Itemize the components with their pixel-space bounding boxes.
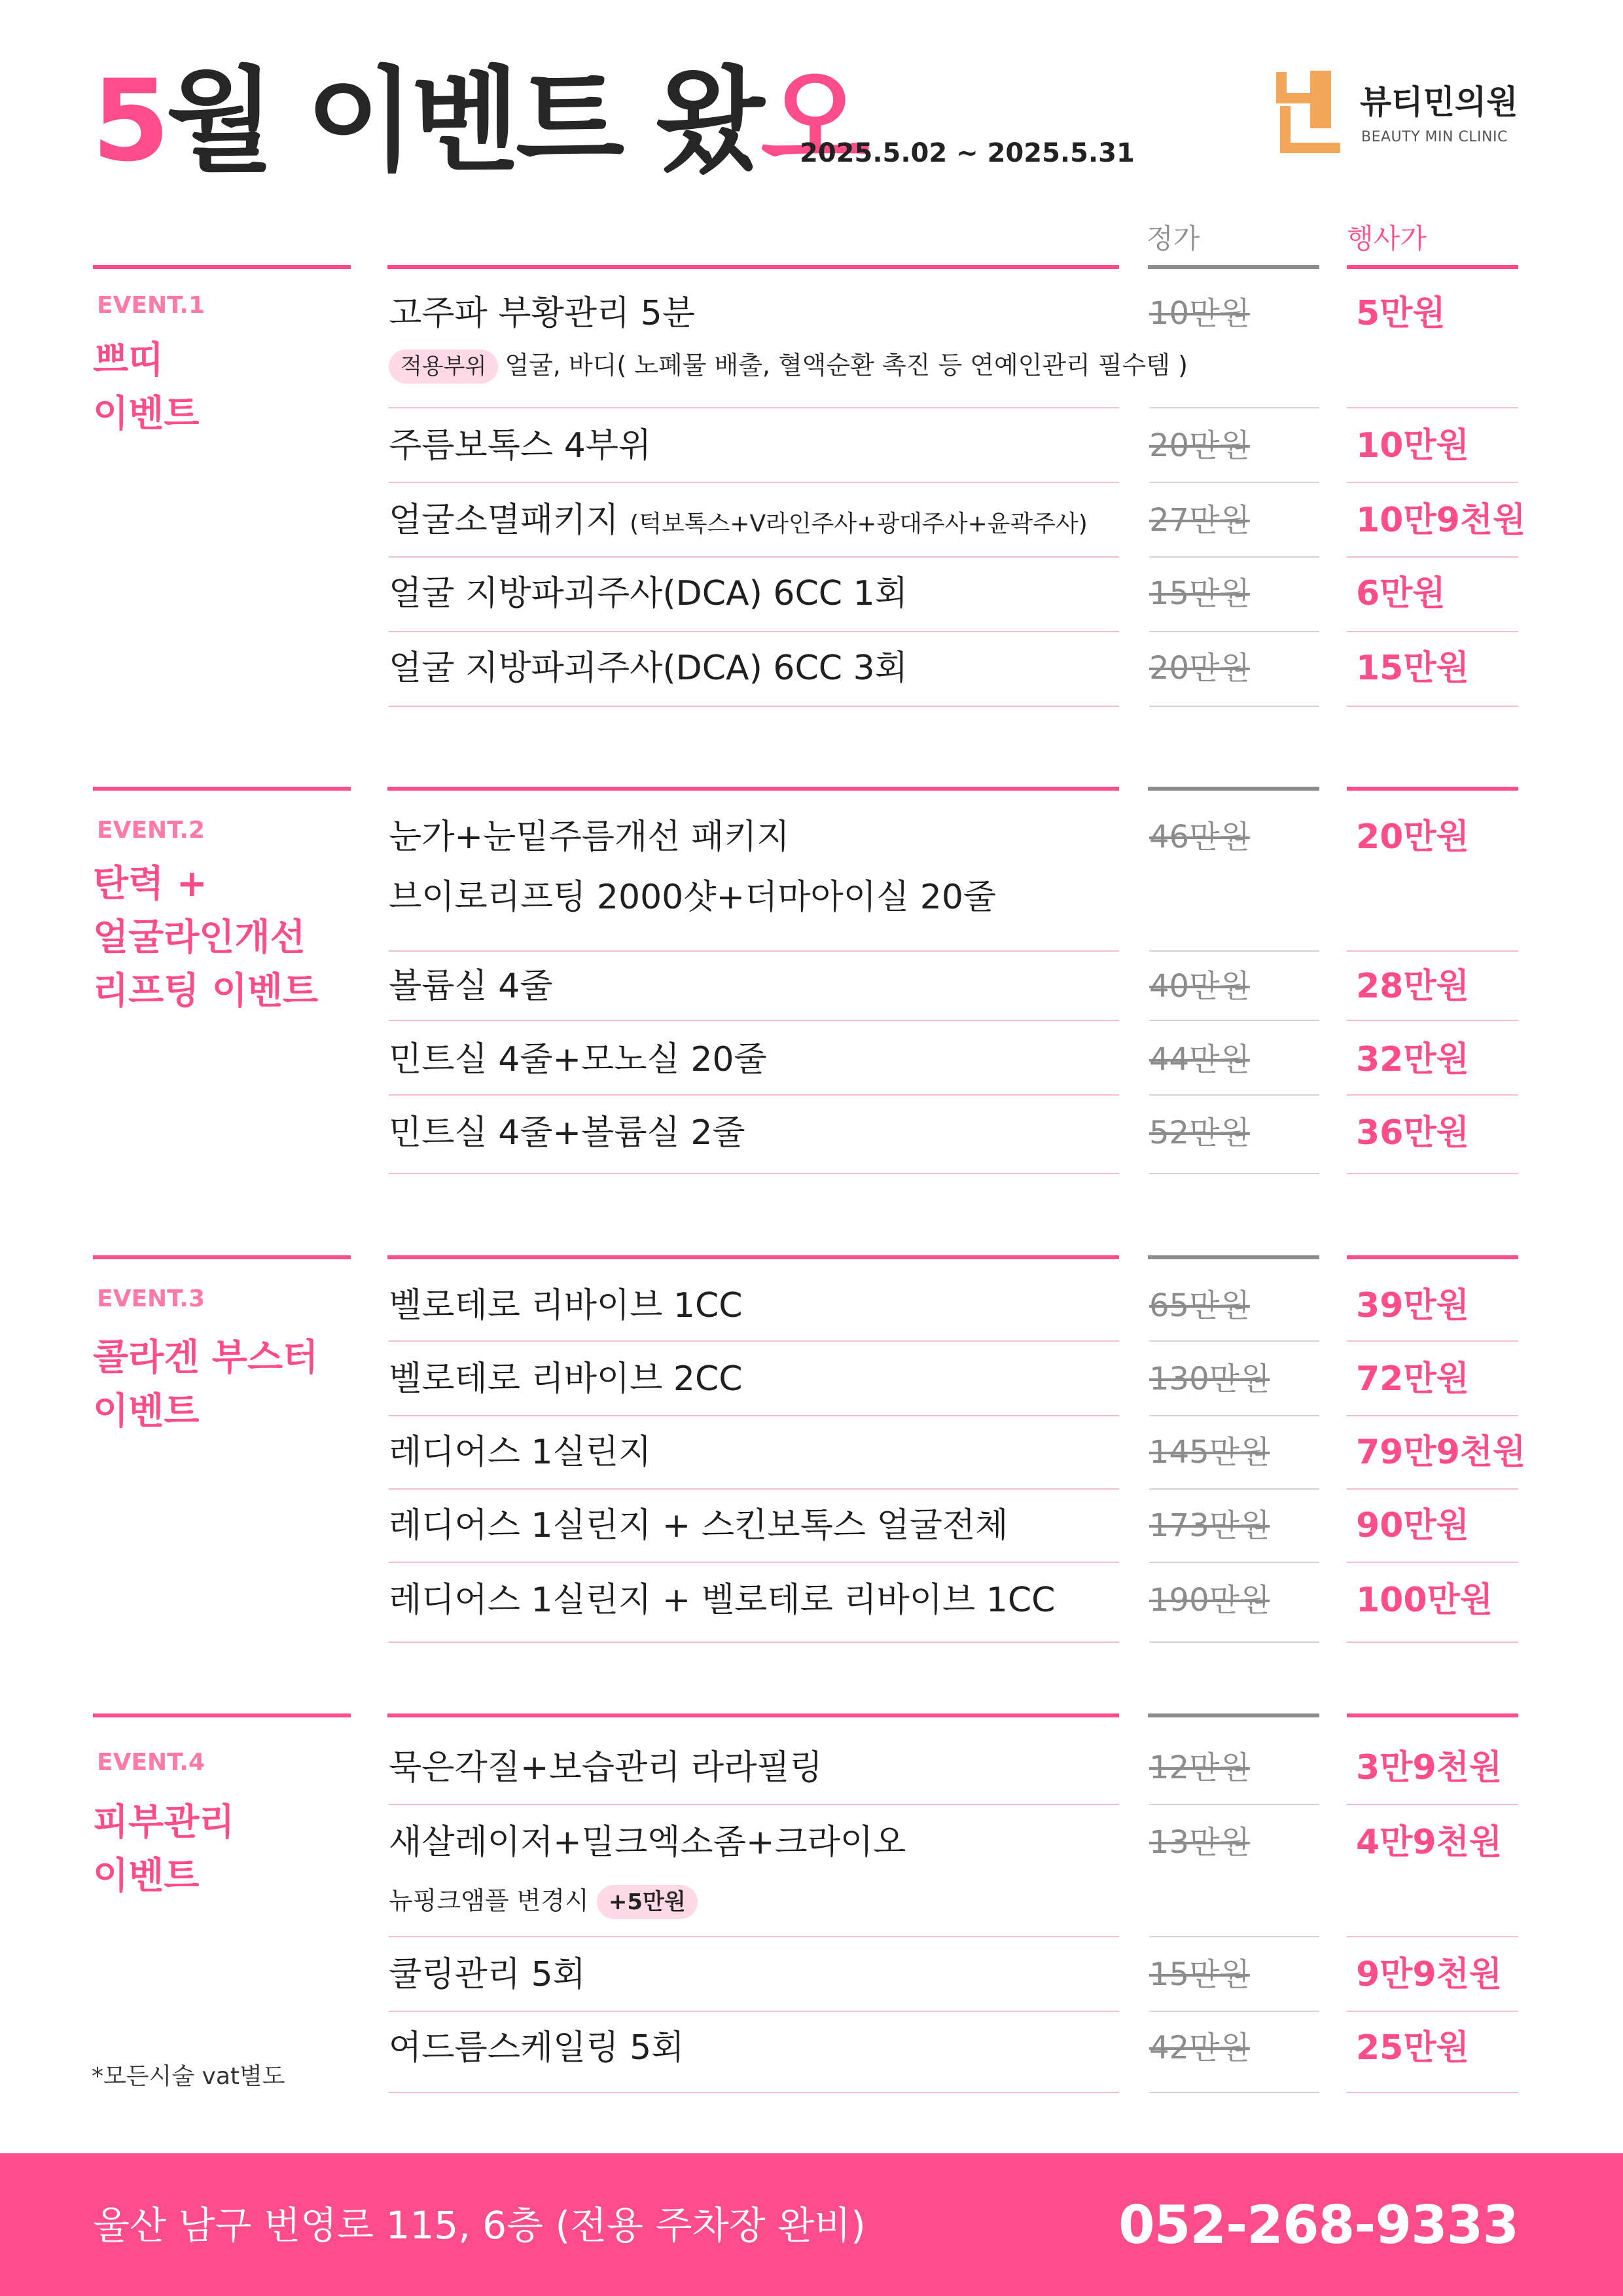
item-name-detail: (턱보톡스+V라인주사+광대주사+윤곽주사) (630, 511, 1088, 537)
row-divider (1149, 1488, 1319, 1490)
row-divider (1149, 1173, 1319, 1174)
row-divider (1347, 1173, 1518, 1174)
regular-price: 130만원 (1149, 1361, 1270, 1397)
section-divider (387, 787, 1119, 791)
section-divider (1148, 787, 1319, 791)
row-divider (1347, 482, 1518, 483)
row-divider (1149, 1340, 1319, 1342)
row-divider (389, 631, 1119, 632)
item-name: 쿨링관리 5회 (389, 1955, 586, 1994)
row-divider (1347, 1936, 1518, 1937)
item-name-main: 얼굴소멸패키지 (389, 501, 619, 540)
regular-price: 10만원 (1149, 295, 1250, 332)
vat-note: *모든시술 vat별도 (92, 2063, 285, 2090)
item-name: 주름보톡스 4부위 (389, 426, 652, 465)
item-name: 벨로테로 리바이브 2CC (389, 1359, 743, 1399)
row-divider (1347, 1094, 1518, 1096)
section-divider (1347, 1255, 1518, 1259)
event-price: 90만원 (1356, 1506, 1469, 1545)
row-divider (389, 1340, 1119, 1342)
item-name: 민트실 4줄+모노실 20줄 (389, 1040, 767, 1079)
regular-price: 42만원 (1149, 2030, 1250, 2066)
regular-price-header: 정가 (1147, 223, 1200, 255)
row-divider (389, 2092, 1119, 2093)
title-accent: 오 (760, 55, 866, 187)
section-divider (93, 1255, 351, 1259)
event-price: 9만9천원 (1356, 1955, 1503, 1994)
regular-price: 12만원 (1149, 1749, 1250, 1786)
event-title: 피부관리 이벤트 (93, 1801, 235, 1897)
row-divider (1149, 1020, 1319, 1021)
item-name: 고주파 부황관리 5분 (389, 294, 695, 333)
title-text: 월 이벤트 왔 (166, 55, 761, 187)
row-divider (1347, 950, 1518, 952)
regular-price: 27만원 (1149, 502, 1250, 539)
event-price: 72만원 (1356, 1359, 1469, 1399)
section-divider (1347, 787, 1518, 791)
section-divider (387, 265, 1119, 269)
row-divider (1347, 706, 1518, 707)
item-name (389, 497, 1088, 547)
regular-price: 13만원 (1149, 1824, 1250, 1861)
item-name: 얼굴 지방파괴주사(DCA) 6CC 1회 (389, 574, 908, 613)
row-divider (1347, 1641, 1518, 1643)
regular-price: 145만원 (1149, 1434, 1270, 1471)
title-number: 5 (92, 55, 166, 187)
row-divider (389, 1415, 1119, 1416)
row-divider (1347, 1415, 1518, 1416)
item-name: 새살레이저+밀크엑소좀+크라이오 (389, 1823, 906, 1862)
row-divider (1347, 556, 1518, 558)
row-divider (1347, 1804, 1518, 1805)
regular-price: 52만원 (1149, 1115, 1250, 1151)
event-price: 10만원 (1356, 426, 1469, 465)
row-divider (389, 407, 1119, 408)
event-period: 2025.5.02 ~ 2025.5.31 (800, 138, 1135, 168)
event-price: 39만원 (1356, 1286, 1469, 1325)
event-price: 6만원 (1356, 574, 1446, 613)
regular-price: 20만원 (1149, 650, 1250, 687)
row-divider (389, 1488, 1119, 1490)
item-name: 볼륨실 4줄 (389, 967, 553, 1006)
item-detail (389, 347, 1188, 384)
row-divider (1347, 1020, 1518, 1021)
item-name: 묵은각질+보습관리 라라필링 (389, 1748, 823, 1787)
detail-tag: 적용부위 (389, 350, 498, 384)
event-price: 36만원 (1356, 1113, 1469, 1153)
event-tag: EVENT.3 (97, 1285, 205, 1312)
event-price: 32만원 (1356, 1040, 1469, 1079)
clinic-address: 울산 남구 번영로 115, 6층 (전용 주차장 완비) (93, 2203, 866, 2248)
row-divider (389, 556, 1119, 558)
clinic-logo (1275, 71, 1340, 156)
row-divider (1347, 2092, 1518, 2093)
regular-price: 15만원 (1149, 575, 1250, 612)
clinic-phone[interactable]: 052-268-9333 (1118, 2195, 1518, 2255)
item-detail (389, 1882, 704, 1919)
section-divider (1347, 1713, 1518, 1717)
row-divider (1347, 2011, 1518, 2012)
section-divider (1148, 265, 1319, 269)
clinic-name: 뷰티민의원 (1360, 83, 1518, 121)
event-title: 쁘띠 이벤트 (93, 339, 200, 435)
row-divider (389, 1804, 1119, 1805)
row-divider (1149, 1641, 1319, 1643)
row-divider (389, 1020, 1119, 1021)
row-divider (1149, 2011, 1319, 2012)
row-divider (1149, 631, 1319, 632)
row-divider (1149, 706, 1319, 707)
detail-text: 뉴핑크앰플 변경시 (389, 1886, 589, 1915)
event-tag: EVENT.2 (97, 817, 205, 844)
event-price: 100만원 (1356, 1581, 1493, 1620)
item-name: 민트실 4줄+볼륨실 2줄 (389, 1113, 745, 1153)
row-divider (1149, 1415, 1319, 1416)
event-price: 10만9천원 (1356, 501, 1526, 540)
event-price-header: 행사가 (1347, 223, 1427, 255)
event-price: 5만원 (1356, 294, 1446, 333)
regular-price: 173만원 (1149, 1507, 1270, 1544)
regular-price: 44만원 (1149, 1041, 1250, 1078)
event-price: 15만원 (1356, 649, 1469, 688)
regular-price: 20만원 (1149, 427, 1250, 464)
item-name: 레디어스 1실린지 + 벨로테로 리바이브 1CC (389, 1581, 1056, 1620)
page-title (92, 56, 865, 187)
item-name: 벨로테로 리바이브 1CC (389, 1286, 743, 1325)
row-divider (1149, 1562, 1319, 1563)
row-divider (1347, 1488, 1518, 1490)
regular-price: 46만원 (1149, 819, 1250, 855)
row-divider (389, 950, 1119, 952)
section-divider (1148, 1255, 1319, 1259)
row-divider (389, 1173, 1119, 1174)
row-divider (389, 1562, 1119, 1563)
regular-price: 15만원 (1149, 1956, 1250, 1993)
event-title: 콜라겐 부스터 이벤트 (93, 1336, 319, 1433)
item-name: 얼굴 지방파괴주사(DCA) 6CC 3회 (389, 649, 908, 688)
section-divider (387, 1255, 1119, 1259)
item-name: 눈가+눈밑주름개선 패키지 (389, 817, 790, 857)
event-tag: EVENT.1 (97, 292, 205, 319)
event-price: 25만원 (1356, 2028, 1469, 2068)
row-divider (1347, 1340, 1518, 1342)
detail-tag: +5만원 (597, 1885, 698, 1919)
row-divider (1149, 950, 1319, 952)
event-price: 20만원 (1356, 817, 1469, 857)
event-tag: EVENT.4 (97, 1749, 205, 1776)
section-divider (93, 265, 351, 269)
item-name: 레디어스 1실린지 (389, 1433, 652, 1472)
item-name: 레디어스 1실린지 + 스킨보톡스 얼굴전체 (389, 1506, 1008, 1545)
row-divider (1149, 1936, 1319, 1937)
row-divider (1149, 556, 1319, 558)
row-divider (389, 1094, 1119, 1096)
section-divider (93, 787, 351, 791)
section-divider (387, 1713, 1119, 1717)
section-divider (93, 1713, 351, 1717)
row-divider (389, 706, 1119, 707)
event-title: 탄력 + 얼굴라인개선 리프팅 이벤트 (93, 863, 319, 1013)
regular-price: 190만원 (1149, 1582, 1270, 1619)
regular-price: 40만원 (1149, 968, 1250, 1005)
item-name-line2: 브이로리프팅 2000샷+더마아이실 20줄 (389, 878, 997, 917)
event-price: 4만9천원 (1356, 1823, 1503, 1862)
detail-text: 얼굴, 바디( 노폐물 배출, 혈액순환 촉진 등 연예인관리 필수템 ) (505, 351, 1188, 380)
item-name: 여드름스케일링 5회 (389, 2028, 685, 2068)
regular-price: 65만원 (1149, 1287, 1250, 1324)
event-price: 79만9천원 (1356, 1433, 1526, 1472)
section-divider (1148, 1713, 1319, 1717)
clinic-name-en: BEAUTY MIN CLINIC (1361, 129, 1508, 145)
row-divider (389, 1641, 1119, 1643)
row-divider (389, 2011, 1119, 2012)
row-divider (1149, 407, 1319, 408)
row-divider (1347, 1562, 1518, 1563)
event-price: 3만9천원 (1356, 1748, 1503, 1787)
row-divider (389, 1936, 1119, 1937)
row-divider (1347, 631, 1518, 632)
row-divider (1347, 407, 1518, 408)
row-divider (389, 482, 1119, 483)
section-divider (1347, 265, 1518, 269)
row-divider (1149, 1094, 1319, 1096)
row-divider (1149, 2092, 1319, 2093)
footer-bar (0, 2153, 1623, 2296)
event-price: 28만원 (1356, 967, 1469, 1006)
row-divider (1149, 1804, 1319, 1805)
row-divider (1149, 482, 1319, 483)
